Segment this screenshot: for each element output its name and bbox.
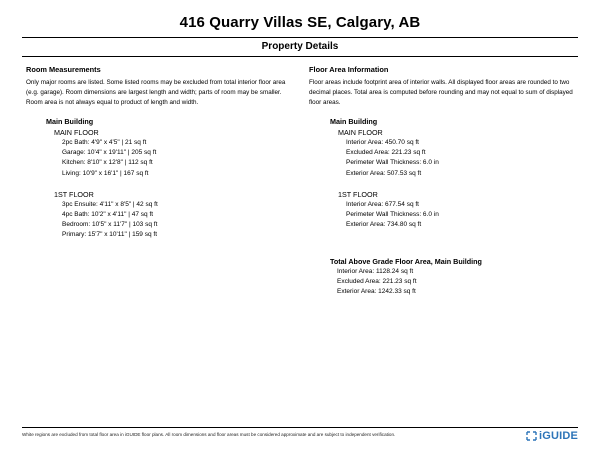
floor-area-section — [309, 64, 589, 107]
room-item: 4pc Bath: 10'2" x 4'11" | 47 sq ft — [62, 210, 154, 218]
total-item: Exterior Area: 1242.33 sq ft — [337, 288, 416, 296]
footer-divider — [22, 427, 578, 428]
room-measurements-section — [26, 64, 306, 107]
room-item: 3pc Ensuite: 4'11" x 8'5" | 42 sq ft — [62, 200, 158, 208]
room-measurements-note-2: (e.g. garage). Room dimensions are largest length and width; parts of room may be smaller. — [26, 88, 282, 96]
room-item: Living: 10'9" x 16'1" | 167 sq ft — [62, 169, 149, 177]
total-item: Interior Area: 1128.24 sq ft — [337, 268, 414, 276]
floor-area-note-1: Floor areas include footprint area of interior walls. All displayed floor areas are rounded to two — [309, 79, 570, 87]
iguide-logo — [526, 430, 578, 442]
floor-name-main: MAIN FLOOR — [54, 128, 99, 138]
room-item: Kitchen: 8'10" x 12'8" | 112 sq ft — [62, 159, 153, 167]
area-item: Perimeter Wall Thickness: 6.0 in — [346, 159, 439, 167]
room-item: 2pc Bath: 4'9" x 4'5" | 21 sq ft — [62, 139, 147, 147]
building-title: Main Building — [46, 117, 94, 126]
room-item: Garage: 10'4" x 19'11" | 205 sq ft — [62, 149, 157, 157]
area-item: Perimeter Wall Thickness: 6.0 in — [346, 210, 439, 218]
iguide-logo-text: iGUIDE — [539, 430, 579, 442]
floor-area-building — [330, 116, 439, 230]
footer-disclaimer: White regions are excluded from total floor area in iGUIDE floor plans. All room dimensions and floor areas must be considered approximate and are subject to independent verification. — [22, 432, 396, 437]
floor-name-first: 1ST FLOOR — [54, 189, 94, 199]
spacer — [46, 179, 158, 189]
room-item: Primary: 15'7" x 10'11" | 159 sq ft — [62, 230, 158, 238]
room-measurements-building — [46, 116, 158, 240]
floor-area-note-3: floor areas. — [309, 98, 341, 106]
room-measurements-note-1: Only major rooms are listed. Some listed rooms may be excluded from total interior floor area — [26, 79, 286, 87]
floor-name-main: MAIN FLOOR — [338, 128, 383, 138]
total-area-heading: Total Above Grade Floor Area, Main Building — [330, 257, 482, 266]
total-item: Excluded Area: 221.23 sq ft — [337, 278, 417, 286]
area-item: Exterior Area: 734.80 sq ft — [346, 220, 422, 228]
floor-name-first: 1ST FLOOR — [338, 189, 378, 199]
area-item: Interior Area: 450.70 sq ft — [346, 139, 419, 147]
area-item: Excluded Area: 221.23 sq ft — [346, 149, 426, 157]
page-title: 416 Quarry Villas SE, Calgary, AB — [179, 14, 421, 31]
building-title: Main Building — [330, 117, 378, 126]
area-item: Interior Area: 677.54 sq ft — [346, 200, 419, 208]
spacer — [330, 179, 439, 189]
room-item: Bedroom: 10'5" x 11'7" | 103 sq ft — [62, 220, 158, 228]
section-subtitle: Property Details — [261, 41, 339, 52]
subtitle-divider — [22, 56, 578, 57]
total-area-block — [330, 256, 482, 297]
area-item: Exterior Area: 507.53 sq ft — [346, 169, 422, 177]
iguide-logo-icon — [526, 431, 537, 441]
room-measurements-note-3: Room area is not always equal to product of length and width. — [26, 98, 199, 106]
title-divider — [22, 37, 578, 38]
floor-area-note-2: decimal places. Total area is computed before rounding and may not equal to sum of displayed — [309, 88, 573, 96]
room-measurements-heading: Room Measurements — [26, 65, 101, 74]
floor-area-heading: Floor Area Information — [309, 65, 389, 74]
